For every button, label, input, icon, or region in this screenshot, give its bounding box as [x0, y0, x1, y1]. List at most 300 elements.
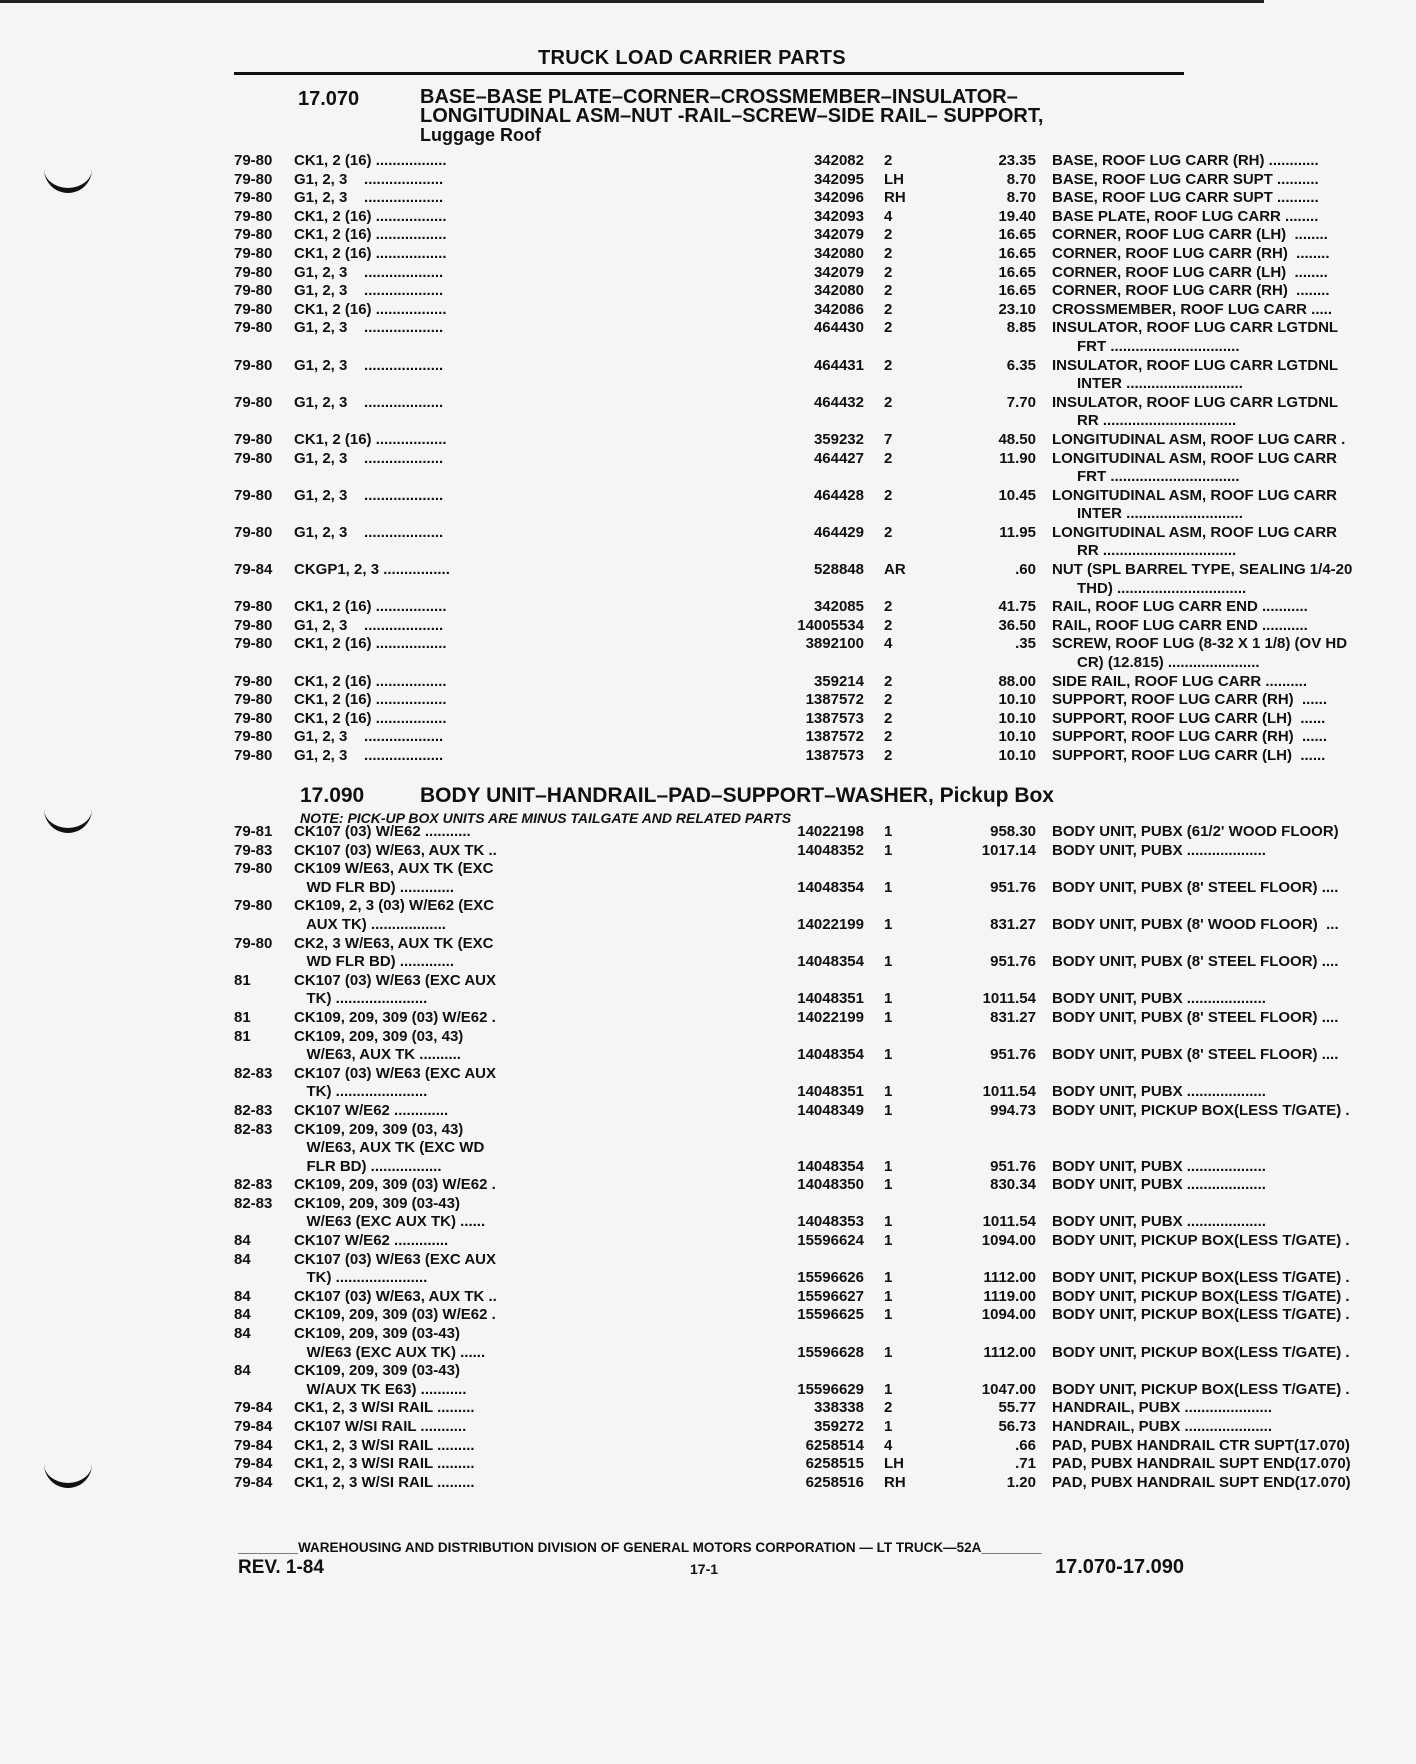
description: PAD, PUBX HANDRAIL SUPT END(17.070): [1052, 1455, 1351, 1473]
model-applicability: CK1, 2 (16) .................: [294, 300, 447, 318]
quantity: 2: [884, 523, 893, 541]
table-row: [234, 244, 1330, 264]
description: RAIL, ROOF LUG CARR END ...........: [1052, 616, 1308, 634]
table-row: [234, 1250, 1350, 1288]
table-row: [234, 1194, 1266, 1232]
part-number: 14022199: [797, 915, 864, 933]
quantity: 1: [884, 823, 893, 840]
price: .71: [1015, 1455, 1036, 1473]
part-number: 342086: [813, 300, 864, 318]
part-number: 14048350: [797, 1176, 864, 1194]
year-range: 79-81: [234, 823, 273, 840]
price: 10.10: [998, 691, 1036, 709]
price: 23.35: [998, 152, 1036, 169]
price: 7.70: [1006, 393, 1036, 411]
model-applicability: G1, 2, 3 ...................: [294, 449, 444, 467]
table-row: [234, 1436, 1350, 1456]
quantity: RH: [884, 189, 906, 207]
model-applicability: CK107 (03) W/E63, AUX TK ..: [294, 1287, 497, 1305]
quantity: 2: [884, 300, 893, 318]
table-row: [234, 841, 1266, 861]
section-note: NOTE: PICK-UP BOX UNITS ARE MINUS TAILGATE AND RELATED PARTS: [300, 810, 792, 826]
description: BODY UNIT, PUBX ...................: [1052, 990, 1266, 1008]
year-range: 79-84: [234, 561, 273, 579]
model-applicability: CK107 (03) W/E63, AUX TK ..: [294, 841, 497, 859]
part-number: 14048354: [797, 1046, 864, 1064]
table-row: [234, 1306, 1350, 1325]
year-range: 79-80: [234, 263, 273, 281]
part-number: 14048349: [797, 1101, 864, 1119]
model-applicability: G1, 2, 3 ...................: [294, 747, 444, 764]
price: 19.40: [998, 207, 1036, 225]
table-row: [234, 1064, 1266, 1102]
quantity: 2: [884, 672, 893, 690]
model-applicability: CK107 W/SI RAIL ...........: [294, 1418, 467, 1436]
part-number: 342080: [813, 282, 864, 300]
year-range: 79-84: [234, 1473, 273, 1491]
price: 36.50: [998, 616, 1036, 634]
price: 16.65: [998, 244, 1036, 262]
table-row: [234, 1418, 1273, 1437]
description: SUPPORT, ROOF LUG CARR (LH) ......: [1052, 747, 1326, 764]
table-row: [234, 356, 1339, 394]
quantity: 1: [884, 1269, 893, 1287]
model-applicability: CK109, 209, 309 (03-43) W/E63 (EXC AUX TK) ......: [294, 1325, 486, 1361]
part-number: 342079: [813, 263, 864, 281]
quantity: 4: [884, 635, 893, 653]
model-applicability: CK1, 2 (16) .................: [294, 430, 447, 448]
price: 951.76: [990, 1157, 1036, 1175]
part-number: 14048353: [797, 1213, 864, 1231]
quantity: 1: [884, 1176, 893, 1194]
binder-hole-mark: [44, 1455, 92, 1488]
table-row: [234, 672, 1308, 692]
quantity: 2: [884, 449, 893, 467]
part-number: 338338: [813, 1399, 864, 1417]
table-row: [234, 561, 1353, 598]
year-range: 84: [234, 1232, 251, 1250]
model-applicability: CK1, 2 (16) .................: [294, 598, 447, 616]
year-range: 79-84: [234, 1418, 273, 1436]
description: BODY UNIT, PUBX ...................: [1052, 1213, 1266, 1231]
year-range: 79-80: [234, 897, 273, 915]
year-range: 79-80: [234, 934, 273, 952]
price: 16.65: [998, 263, 1036, 281]
description: HANDRAIL, PUBX .....................: [1052, 1399, 1273, 1417]
year-range: 79-84: [234, 1399, 273, 1417]
quantity: 2: [884, 616, 893, 634]
footer-revision: REV. 1-84: [238, 1557, 324, 1578]
price: 1119.00: [983, 1287, 1036, 1305]
header-rule: [234, 72, 1184, 75]
description: BODY UNIT, PICKUP BOX(LESS T/GATE) .: [1052, 1269, 1350, 1287]
year-range: 79-80: [234, 430, 273, 448]
table-row: [234, 226, 1328, 245]
model-applicability: G1, 2, 3 ...................: [294, 282, 444, 300]
year-range: 79-80: [234, 449, 273, 467]
part-number: 14048354: [797, 1157, 864, 1175]
description: CORNER, ROOF LUG CARR (RH) ........: [1052, 244, 1330, 262]
description: BODY UNIT, PUBX (8' STEEL FLOOR) ....: [1052, 953, 1339, 971]
quantity: 2: [884, 393, 893, 411]
price: 1094.00: [981, 1306, 1036, 1324]
part-number: 464431: [813, 356, 864, 374]
table-row: [234, 170, 1319, 190]
year-range: 79-80: [234, 244, 273, 262]
year-range: 79-80: [234, 152, 273, 169]
description: BASE, ROOF LUG CARR (RH) ............: [1052, 152, 1319, 169]
quantity: 2: [884, 486, 893, 504]
model-applicability: CK109, 209, 309 (03-43) W/AUX TK E63) ...........: [294, 1362, 467, 1398]
price: 6.35: [1006, 356, 1036, 374]
description: SCREW, ROOF LUG (8-32 X 1 1/8) (OV HD CR) (12.815) ......................: [1052, 635, 1348, 672]
part-number: 528848: [813, 561, 864, 579]
table-row: [234, 523, 1337, 561]
price: 10.45: [998, 486, 1036, 504]
model-applicability: G1, 2, 3 ...................: [294, 319, 444, 337]
price: 10.10: [998, 747, 1036, 764]
description: BODY UNIT, PICKUP BOX(LESS T/GATE) .: [1052, 1343, 1350, 1361]
price: 11.95: [999, 523, 1036, 541]
price: 88.00: [998, 672, 1036, 690]
quantity: 1: [884, 878, 893, 896]
description: RAIL, ROOF LUG CARR END ...........: [1052, 598, 1308, 616]
description: BODY UNIT, PUBX ...................: [1052, 1176, 1266, 1194]
part-number: 464428: [813, 486, 864, 504]
part-number: 14022199: [797, 1008, 864, 1026]
model-applicability: G1, 2, 3 ...................: [294, 728, 444, 746]
model-applicability: CK107 (03) W/E63 (EXC AUX TK) ......................: [294, 1250, 497, 1287]
model-applicability: CK109, 209, 309 (03, 43) W/E63, AUX TK (EXC WD FLR BD) .................: [294, 1120, 485, 1175]
price: 41.75: [998, 598, 1036, 616]
model-applicability: CK107 (03) W/E62 ...........: [294, 823, 471, 840]
description: BODY UNIT, PUBX (8' WOOD FLOOR) ...: [1052, 915, 1339, 933]
table-row: [234, 282, 1330, 301]
description: BODY UNIT, PUBX (8' STEEL FLOOR) ....: [1052, 1008, 1339, 1026]
description: SUPPORT, ROOF LUG CARR (LH) ......: [1052, 709, 1326, 727]
quantity: 2: [884, 356, 893, 374]
price: 48.50: [998, 430, 1036, 448]
model-applicability: CK109, 209, 309 (03-43) W/E63 (EXC AUX TK) ......: [294, 1194, 486, 1231]
quantity: 1: [884, 1157, 893, 1175]
description: BODY UNIT, PICKUP BOX(LESS T/GATE) .: [1052, 1306, 1350, 1324]
quantity: 7: [884, 430, 893, 448]
year-range: 79-80: [234, 728, 273, 746]
table-row: [234, 860, 1339, 897]
model-applicability: CK109 W/E63, AUX TK (EXC WD FLR BD) .............: [294, 860, 494, 896]
quantity: 1: [884, 1380, 893, 1398]
price: .60: [1015, 561, 1036, 579]
year-range: 82-83: [234, 1120, 273, 1138]
year-range: 79-80: [234, 282, 273, 300]
quantity: 2: [884, 709, 893, 727]
page-title: TRUCK LOAD CARRIER PARTS: [538, 47, 846, 69]
table-row: [234, 635, 1348, 672]
year-range: 82-83: [234, 1064, 273, 1082]
table-row: [234, 152, 1319, 171]
model-applicability: CK107 (03) W/E63 (EXC AUX TK) ......................: [294, 971, 497, 1008]
part-number: 342079: [813, 226, 864, 244]
model-applicability: G1, 2, 3 ...................: [294, 263, 444, 281]
description: BODY UNIT, PUBX (61/2' WOOD FLOOR): [1052, 823, 1339, 840]
table-row: [234, 263, 1328, 283]
model-applicability: CK1, 2 (16) .................: [294, 207, 447, 225]
description: BODY UNIT, PUBX ...................: [1052, 841, 1266, 859]
year-range: 79-84: [234, 1455, 273, 1473]
description: PAD, PUBX HANDRAIL CTR SUPT(17.070): [1052, 1436, 1350, 1454]
part-number: 15596628: [797, 1343, 864, 1361]
binder-hole-mark: [44, 800, 92, 833]
quantity: 2: [884, 282, 893, 300]
quantity: AR: [884, 561, 906, 579]
part-number: 1387572: [805, 691, 864, 709]
table-row: [234, 430, 1346, 450]
year-range: 79-80: [234, 672, 273, 690]
part-number: 342095: [813, 170, 864, 188]
table-row: [234, 1325, 1350, 1362]
quantity: 2: [884, 263, 893, 281]
model-applicability: CKGP1, 2, 3 ................: [294, 561, 450, 579]
price: 10.10: [998, 709, 1036, 727]
model-applicability: CK1, 2 (16) .................: [294, 226, 447, 244]
quantity: 1: [884, 953, 893, 971]
section-title: BODY UNIT–HANDRAIL–PAD–SUPPORT–WASHER, Pickup Box: [420, 784, 1054, 807]
description: CORNER, ROOF LUG CARR (RH) ........: [1052, 282, 1330, 300]
quantity: 1: [884, 1101, 893, 1119]
description: BODY UNIT, PUBX ...................: [1052, 1083, 1266, 1101]
price: 23.10: [998, 300, 1036, 318]
part-number: 14048354: [797, 953, 864, 971]
model-applicability: CK109, 2, 3 (03) W/E62 (EXC AUX TK) ..................: [294, 897, 495, 933]
model-applicability: CK109, 209, 309 (03) W/E62 .: [294, 1176, 496, 1194]
quantity: 4: [884, 207, 893, 225]
table-row: [234, 449, 1337, 487]
price: 1112.00: [983, 1343, 1036, 1361]
table-row: [234, 1399, 1273, 1418]
top-rule: [0, 0, 1264, 3]
quantity: 1: [884, 1213, 893, 1231]
quantity: 1: [884, 915, 893, 933]
year-range: 79-80: [234, 523, 273, 541]
year-range: 84: [234, 1325, 251, 1343]
quantity: LH: [884, 1455, 904, 1473]
part-number: 359232: [813, 430, 864, 448]
section-subtitle: Luggage Roof: [420, 125, 541, 145]
table-row: [234, 1027, 1339, 1065]
price: 10.10: [998, 728, 1036, 746]
table-row: [234, 616, 1308, 636]
table-row: [234, 1008, 1339, 1028]
price: 16.65: [998, 226, 1036, 244]
model-applicability: CK109, 209, 309 (03, 43) W/E63, AUX TK ..........: [294, 1027, 464, 1064]
quantity: 2: [884, 598, 893, 616]
part-number: 6258514: [805, 1436, 864, 1454]
table-row: [234, 709, 1326, 729]
part-number: 1387573: [805, 747, 864, 764]
part-number: 342096: [813, 189, 864, 207]
model-applicability: CK1, 2, 3 W/SI RAIL .........: [294, 1399, 475, 1417]
price: 8.85: [1006, 319, 1036, 337]
model-applicability: CK1, 2 (16) .................: [294, 244, 447, 262]
table-row: [234, 1362, 1350, 1399]
description: PAD, PUBX HANDRAIL SUPT END(17.070): [1052, 1473, 1351, 1491]
quantity: 1: [884, 1008, 893, 1026]
parts-table-17070: [234, 152, 1353, 766]
table-row: [234, 971, 1266, 1009]
binder-hole-mark: [44, 160, 92, 193]
part-number: 15596626: [797, 1269, 864, 1287]
table-row: [234, 1176, 1266, 1195]
model-applicability: CK1, 2 (16) .................: [294, 672, 447, 690]
description: BODY UNIT, PICKUP BOX(LESS T/GATE) .: [1052, 1232, 1350, 1250]
price: 951.76: [990, 953, 1036, 971]
quantity: 2: [884, 152, 893, 169]
quantity: 1: [884, 841, 893, 859]
table-row: [234, 728, 1328, 747]
year-range: 84: [234, 1287, 251, 1305]
table-row: [234, 1473, 1351, 1493]
model-applicability: G1, 2, 3 ...................: [294, 523, 444, 541]
description: CORNER, ROOF LUG CARR (LH) ........: [1052, 226, 1328, 244]
section-number: 17.090: [300, 784, 365, 807]
price: 16.65: [998, 282, 1036, 300]
description: BODY UNIT, PUBX (8' STEEL FLOOR) ....: [1052, 878, 1339, 896]
table-row: [234, 1455, 1351, 1474]
year-range: 79-80: [234, 207, 273, 225]
quantity: 2: [884, 1399, 893, 1417]
price: 1112.00: [983, 1269, 1036, 1287]
table-row: [234, 393, 1339, 431]
table-row: [234, 1287, 1350, 1307]
table-row: [234, 1101, 1350, 1121]
model-applicability: CK107 (03) W/E63 (EXC AUX TK) ......................: [294, 1064, 497, 1101]
table-row: [234, 747, 1326, 766]
quantity: 1: [884, 1083, 893, 1101]
part-number: 1387573: [805, 709, 864, 727]
price: 8.70: [1006, 170, 1036, 188]
year-range: 79-80: [234, 356, 273, 374]
part-number: 464432: [813, 393, 864, 411]
quantity: 1: [884, 990, 893, 1008]
year-range: 79-80: [234, 486, 273, 504]
year-range: 79-80: [234, 226, 273, 244]
parts-table-17090: [234, 823, 1351, 1492]
section-title-line: LONGITUDINAL ASM–NUT -RAIL–SCREW–SIDE RAIL– SUPPORT,: [420, 105, 1044, 127]
description: BASE, ROOF LUG CARR SUPT ..........: [1052, 189, 1319, 207]
part-number: 342085: [813, 598, 864, 616]
table-row: [234, 934, 1339, 972]
model-applicability: G1, 2, 3 ...................: [294, 356, 444, 374]
year-range: 79-80: [234, 319, 273, 337]
part-number: 342080: [813, 244, 864, 262]
part-number: 15596624: [797, 1232, 864, 1250]
model-applicability: G1, 2, 3 ...................: [294, 486, 444, 504]
year-range: 79-83: [234, 841, 273, 859]
table-row: [234, 897, 1339, 934]
description: SUPPORT, ROOF LUG CARR (RH) ......: [1052, 691, 1328, 709]
price: .66: [1015, 1436, 1036, 1454]
model-applicability: CK107 W/E62 .............: [294, 1101, 449, 1119]
year-range: 81: [234, 971, 251, 989]
price: 830.34: [990, 1176, 1036, 1194]
price: 55.77: [998, 1399, 1036, 1417]
model-applicability: CK109, 209, 309 (03) W/E62 .: [294, 1306, 496, 1324]
part-number: 6258516: [805, 1473, 864, 1491]
price: 8.70: [1006, 189, 1036, 207]
table-row: [234, 207, 1319, 227]
description: BODY UNIT, PICKUP BOX(LESS T/GATE) .: [1052, 1101, 1350, 1119]
year-range: 79-80: [234, 393, 273, 411]
price: 1047.00: [981, 1380, 1036, 1398]
quantity: 1: [884, 1343, 893, 1361]
quantity: 2: [884, 691, 893, 709]
table-row: [234, 300, 1333, 320]
year-range: 82-83: [234, 1194, 273, 1212]
quantity: 1: [884, 1306, 893, 1324]
year-range: 79-80: [234, 709, 273, 727]
description: BODY UNIT, PUBX (8' STEEL FLOOR) ....: [1052, 1046, 1339, 1064]
part-number: 464429: [813, 523, 864, 541]
table-row: [234, 1232, 1350, 1251]
part-number: 359214: [813, 672, 864, 690]
price: 1011.54: [982, 1213, 1036, 1231]
year-range: 81: [234, 1008, 251, 1026]
part-number: 6258515: [805, 1455, 864, 1473]
year-range: 79-80: [234, 189, 273, 207]
model-applicability: CK109, 209, 309 (03) W/E62 .: [294, 1008, 496, 1026]
quantity: 1: [884, 1232, 893, 1250]
part-number: 14022198: [797, 823, 864, 840]
description: LONGITUDINAL ASM, ROOF LUG CARR FRT ...............................: [1052, 449, 1337, 486]
year-range: 84: [234, 1362, 251, 1380]
description: BASE, ROOF LUG CARR SUPT ..........: [1052, 170, 1319, 188]
table-row: [234, 319, 1339, 356]
price: 1.20: [1006, 1473, 1036, 1491]
part-number: 15596627: [797, 1287, 864, 1305]
part-number: 15596625: [797, 1306, 864, 1324]
price: 951.76: [990, 878, 1036, 896]
part-number: 14048351: [797, 990, 864, 1008]
part-number: 464430: [813, 319, 864, 337]
price: 994.73: [990, 1101, 1036, 1119]
quantity: 2: [884, 226, 893, 244]
description: LONGITUDINAL ASM, ROOF LUG CARR INTER ............................: [1052, 486, 1337, 523]
footer-page-number: 17-1: [690, 1561, 719, 1577]
price: 951.76: [990, 1046, 1036, 1064]
description: BASE PLATE, ROOF LUG CARR ........: [1052, 207, 1319, 225]
price: 1017.14: [981, 841, 1036, 859]
quantity: 1: [884, 1418, 893, 1436]
model-applicability: CK1, 2 (16) .................: [294, 152, 447, 169]
part-number: 14048351: [797, 1083, 864, 1101]
quantity: 2: [884, 728, 893, 746]
section-number: 17.070: [298, 88, 360, 110]
description: INSULATOR, ROOF LUG CARR LGTDNL INTER ............................: [1052, 356, 1339, 393]
price: 831.27: [990, 915, 1036, 933]
table-row: [234, 823, 1339, 842]
price: 1011.54: [982, 1083, 1036, 1101]
part-number: 342082: [813, 152, 864, 169]
description: NUT (SPL BARREL TYPE, SEALING 1/4-20 THD) ...............................: [1052, 561, 1353, 597]
year-range: 79-84: [234, 1436, 273, 1454]
section-title-line: BASE–BASE PLATE–CORNER–CROSSMEMBER–INSULATOR–: [420, 86, 1018, 108]
price: 958.30: [990, 823, 1036, 840]
part-number: 359272: [813, 1418, 864, 1436]
model-applicability: CK1, 2 (16) .................: [294, 635, 447, 653]
footer-section-range: 17.070-17.090: [1054, 1556, 1184, 1578]
description: INSULATOR, ROOF LUG CARR LGTDNL RR ................................: [1052, 393, 1339, 430]
model-applicability: CK1, 2, 3 W/SI RAIL .........: [294, 1455, 475, 1473]
